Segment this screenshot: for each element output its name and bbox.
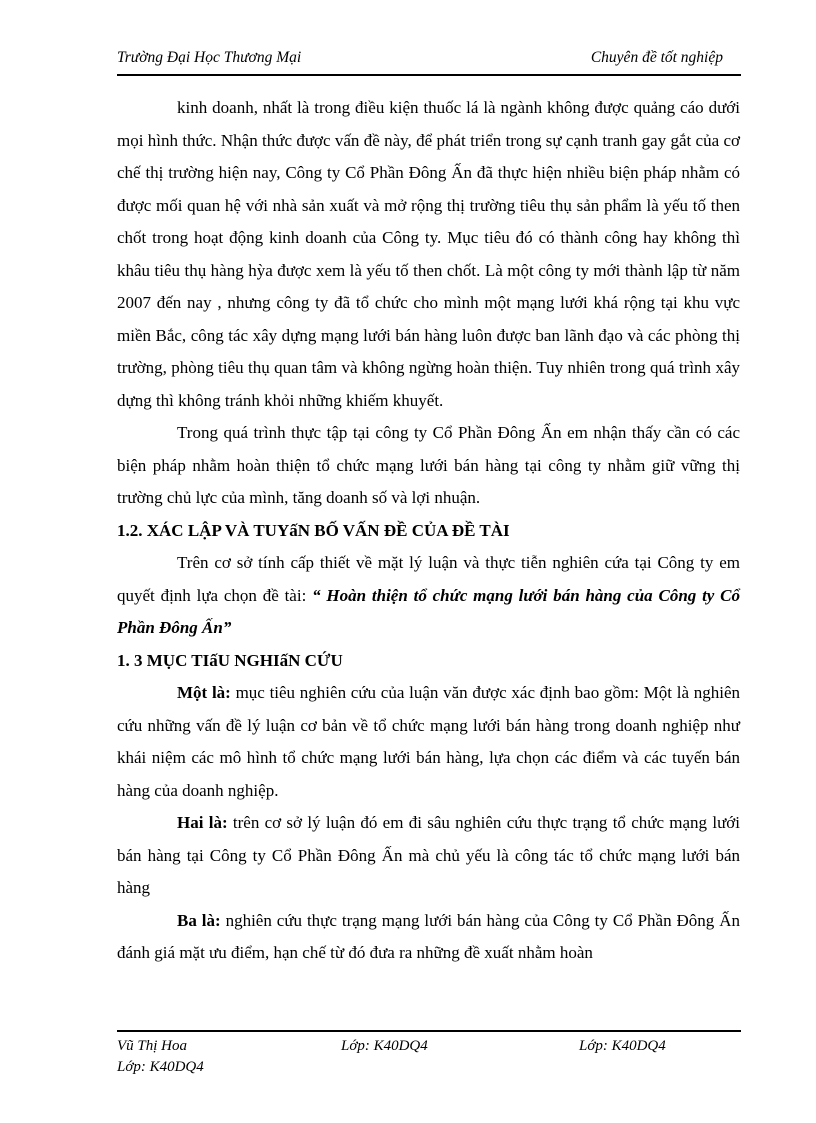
goal-3-label: Ba là: bbox=[177, 910, 221, 930]
footer-class-mid: Lớp: K40DQ4 bbox=[341, 1038, 428, 1054]
topic-title: “ Hoàn thiện tổ chức mạng lưới bán hàng của Công ty Cổ Phần Đông Ấn” bbox=[117, 585, 740, 637]
section-heading-1-2: 1.2. XÁC LẬP VÀ TUYấN BỐ VẤN ĐỀ CỦA ĐỀ TÀI bbox=[117, 520, 510, 540]
goal-3-text: nghiên cứu thực trạng mạng lưới bán hàng của Công ty Cổ Phần Đông Ấn đánh giá mặt ưu điểm, hạn chế từ đó đưa ra những đề xuất nhằm hoàn bbox=[117, 910, 740, 962]
header-title: Chuyên đề tốt nghiệp bbox=[590, 49, 723, 66]
page-header bbox=[117, 46, 741, 76]
footer-author: Vũ Thị Hoa bbox=[117, 1038, 188, 1054]
page-footer bbox=[117, 1030, 741, 1075]
section-heading-1-3: 1. 3 MỤC TIấU NGHIấN CỨU bbox=[117, 650, 343, 670]
paragraph-goal-1 bbox=[117, 677, 740, 807]
paragraph-topic bbox=[117, 547, 740, 645]
paragraph-goal-3 bbox=[117, 905, 740, 970]
goal-1-text: mục tiêu nghiên cứu của luận văn được xác định bao gồm: Một là nghiên cứu những vấn đề lý luận cơ bản về tổ chức mạng lưới bán hàng trong doanh nghiệp như khái niệm các mô hình tổ chức mạng lưới bán hàng, lựa chọn các điểm và các tuyến bán hàng của doanh nghiệp. bbox=[117, 683, 740, 800]
footer-class-below: Lớp: K40DQ4 bbox=[117, 1059, 204, 1075]
goal-2-text: trên cơ sở lý luận đó em đi sâu nghiên cứu thực trạng tổ chức mạng lưới bán hàng tại Công ty Cổ Phần Đông Ấn mà chủ yếu là công tác tổ chức mạng lưới bán hàng bbox=[117, 813, 740, 897]
goal-2-label: Hai là: bbox=[177, 813, 228, 832]
paragraph-practice: Trong quá trình thực tập tại công ty Cổ Phần Đông Ấn em nhận thấy cần có các biện pháp nhằm hoàn thiện tổ chức mạng lưới bán hàng tại công ty nhằm giữ vững thị trường chủ lực của mình, tăng doanh số và lợi nhuận. bbox=[117, 423, 740, 507]
paragraph-goal-2 bbox=[117, 807, 740, 905]
page-content bbox=[117, 92, 740, 970]
footer-class-right: Lớp: K40DQ4 bbox=[579, 1038, 666, 1054]
goal-1-label: Một là: bbox=[177, 683, 231, 702]
paragraph-intro: kinh doanh, nhất là trong điều kiện thuốc lá là ngành không được quảng cáo dưới mọi hình thức. Nhận thức được vấn đề này, để phát triển trong sự cạnh tranh gay gắt của cơ chế thị trường hiện nay, Công ty Cổ Phần Đông Ấn đã thực hiện nhiều biện pháp nhằm có được mối quan hệ với nhà sản xuất và mở rộng thị trường tiêu thụ sản phẩm là yếu tố then chốt trong hoạt động kinh doanh của Công ty. Mục tiêu đó có thành công hay không thì khâu tiêu thụ hàng hỳa được xem là yếu tố then chốt. Là một công ty mới thành lập từ năm 2007 đến nay , nhưng công ty đã tổ chức cho mình một mạng lưới khá rộng tại khu vực miền Bắc, công tác xây dựng mạng lưới bán hàng luôn được ban lãnh đạo và các phòng thị trường, phòng tiêu thụ quan tâm và không ngừng hoàn thiện. Tuy nhiên trong quá trình xây dựng thì không tránh khỏi những khiếm khuyết. bbox=[117, 98, 740, 410]
header-school: Trường Đại Học Thương Mại bbox=[117, 49, 302, 66]
topic-text: Trên cơ sở tính cấp thiết về mặt lý luận và thực tiễn nghiên cứa tại Công ty em quyết định lựa chọn đề tài: bbox=[117, 553, 740, 605]
